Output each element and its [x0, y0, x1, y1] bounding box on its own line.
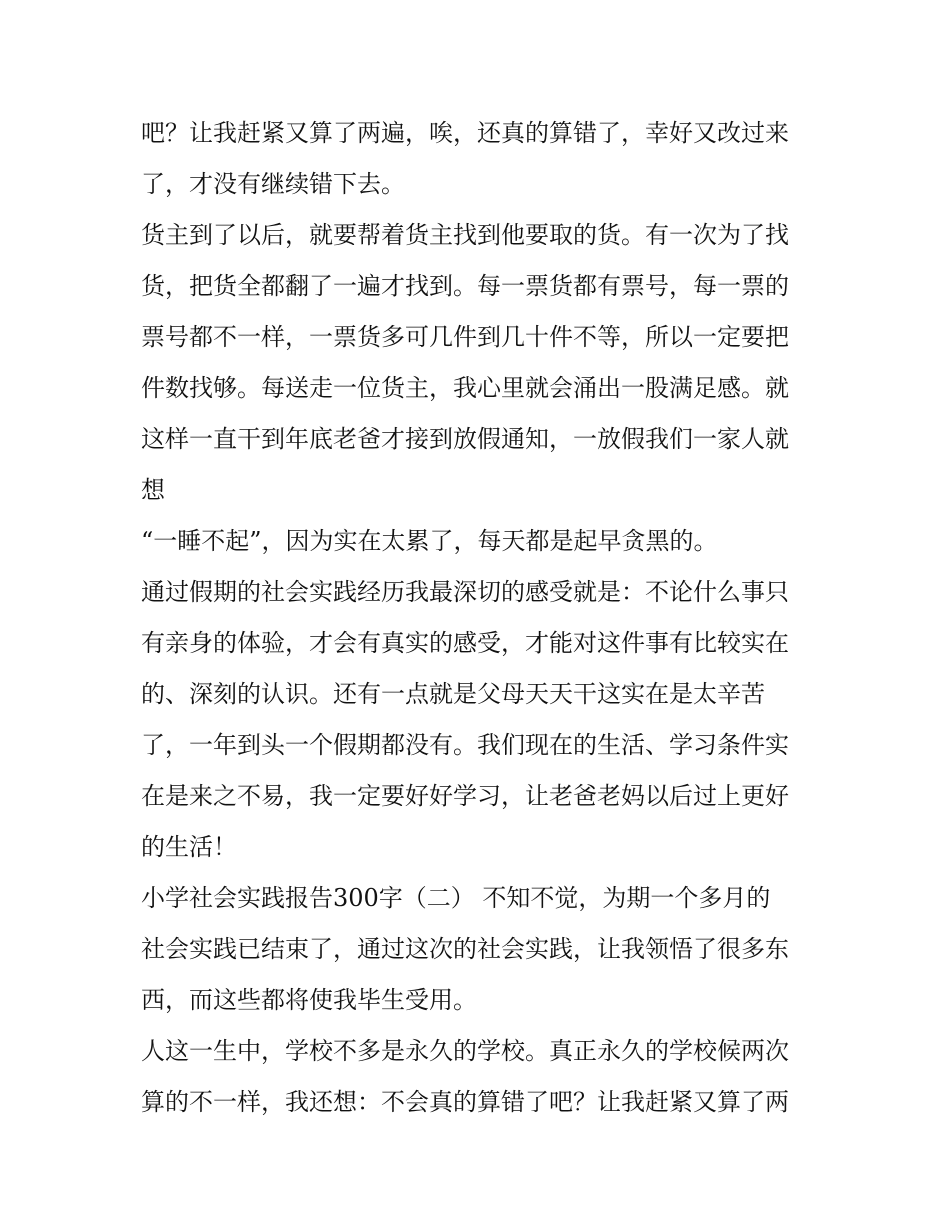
text-line: “一睡不起”，因为实在太累了，每天都是起早贪黑的。 [141, 527, 718, 555]
text-line: 的生活！ [141, 833, 237, 861]
text-line: 人这一生中，学校不多是永久的学校。真正永久的学校候两次 [141, 1037, 789, 1065]
text-line: 吧？让我赶紧又算了两遍，唉，还真的算错了，幸好又改过来 [141, 119, 789, 147]
text-line: 小学社会实践报告300字（二） 不知不觉，为期一个多月的 [141, 884, 771, 912]
document-text [141, 108, 821, 1128]
text-line: 了，一年到头一个假期都没有。我们现在的生活、学习条件实 [141, 731, 789, 759]
text-line: 了，才没有继续错下去。 [141, 170, 405, 198]
text-line: 这样一直干到年底老爸才接到放假通知，一放假我们一家人就 [141, 425, 789, 453]
text-line: 在是来之不易，我一定要好好学习，让老爸老妈以后过上更好 [141, 782, 789, 810]
text-line: 的、深刻的认识。还有一点就是父母天天干这实在是太辛苦 [141, 680, 765, 708]
text-line: 通过假期的社会实践经历我最深切的感受就是：不论什么事只 [141, 578, 789, 606]
text-line: 有亲身的体验，才会有真实的感受，才能对这件事有比较实在 [141, 629, 789, 657]
text-line: 西，而这些都将使我毕生受用。 [141, 986, 477, 1014]
text-line: 件数找够。每送走一位货主，我心里就会涌出一股满足感。就 [141, 374, 789, 402]
text-line: 货主到了以后，就要帮着货主找到他要取的货。有一次为了找 [141, 221, 789, 249]
text-line: 想 [141, 476, 165, 504]
text-line: 货，把货全都翻了一遍才找到。每一票货都有票号，每一票的 [141, 272, 789, 300]
text-line: 算的不一样，我还想：不会真的算错了吧？让我赶紧又算了两 [141, 1088, 789, 1116]
text-line: 票号都不一样，一票货多可几件到几十件不等，所以一定要把 [141, 323, 789, 351]
text-line: 社会实践已结束了，通过这次的社会实践，让我领悟了很多东 [141, 935, 789, 963]
